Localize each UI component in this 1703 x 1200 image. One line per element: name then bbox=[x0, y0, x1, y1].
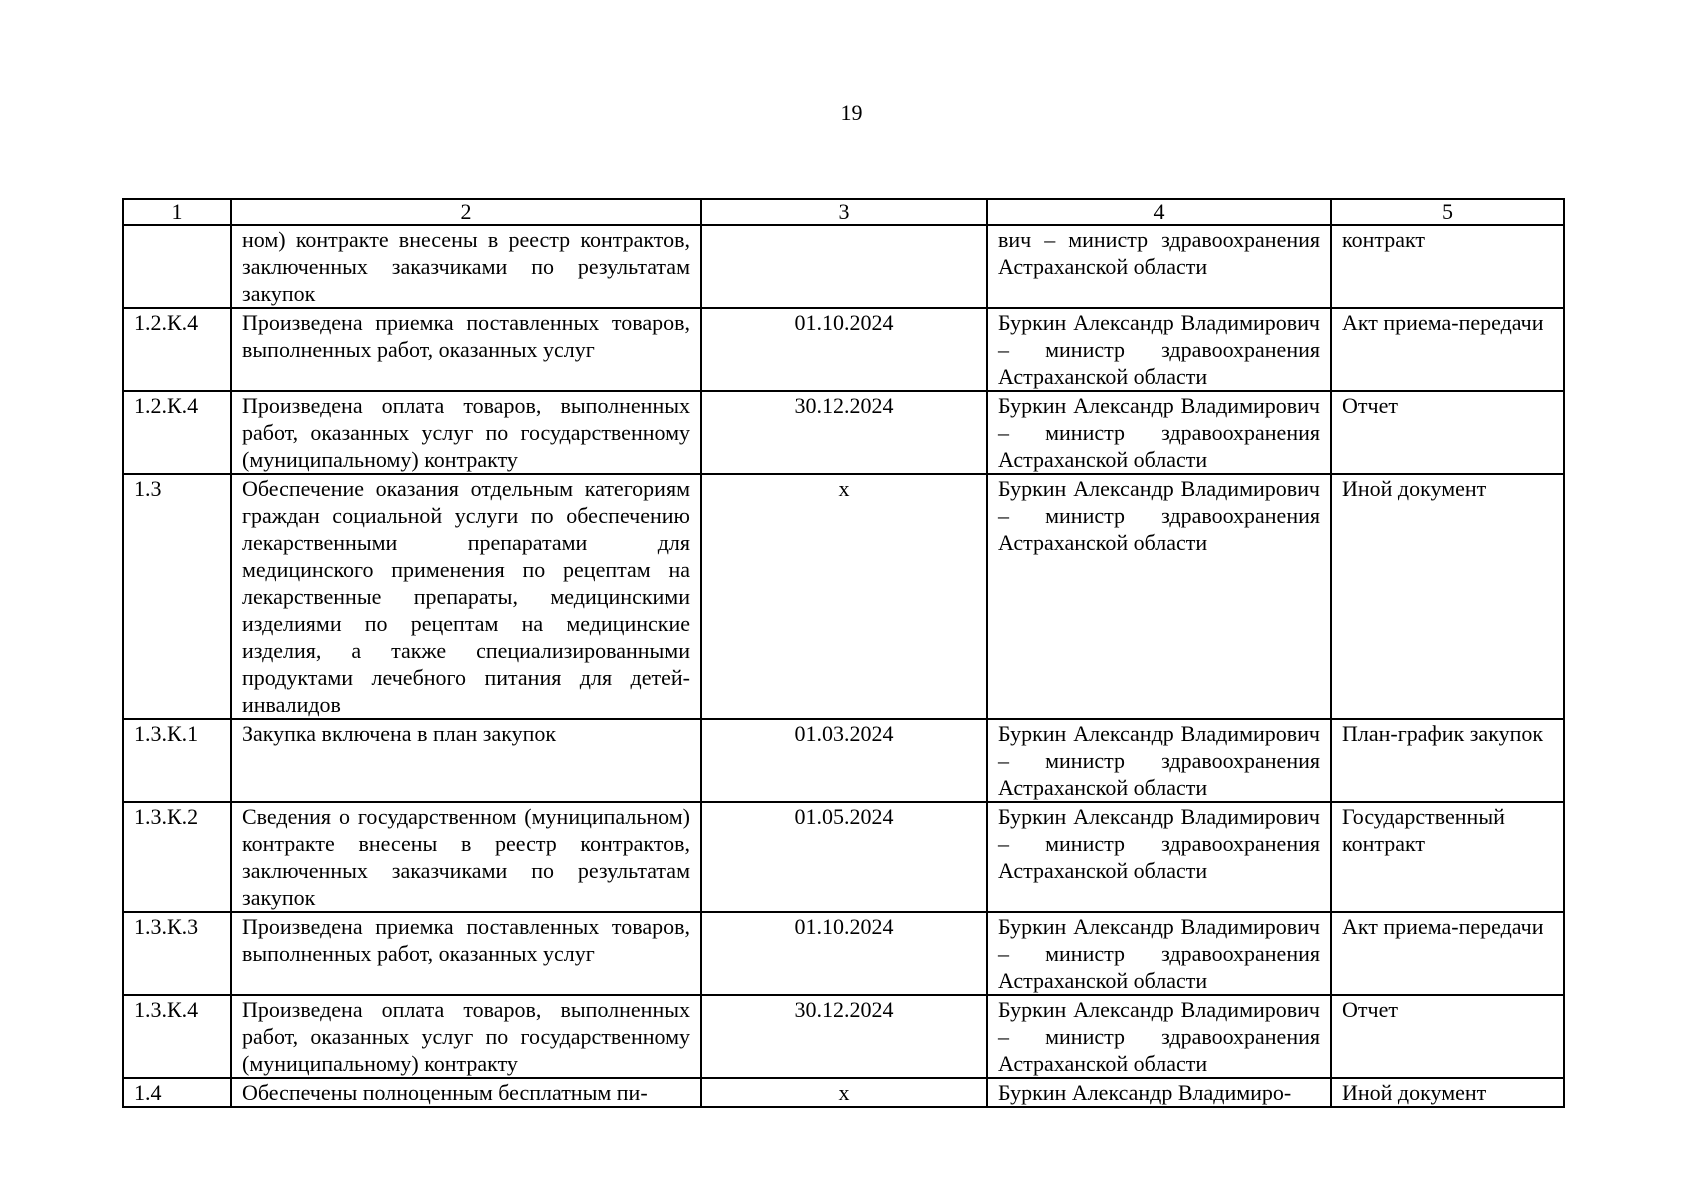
row-number-cell: 1.2.К.4 bbox=[123, 391, 231, 474]
document-type-cell: Отчет bbox=[1331, 391, 1564, 474]
responsible-person-cell: Буркин Александр Владимирович – министр здравоохранения Астраханской области bbox=[987, 308, 1331, 391]
table-row bbox=[123, 1078, 1564, 1107]
deadline-cell: x bbox=[701, 1078, 987, 1107]
responsible-person-cell: Буркин Александр Владимирович – министр здравоохранения Астраханской области bbox=[987, 474, 1331, 719]
document-type-cell: План-график закупок bbox=[1331, 719, 1564, 802]
document-type-cell: Акт приема-передачи bbox=[1331, 308, 1564, 391]
responsible-person-cell: Буркин Александр Владимирович – министр здравоохранения Астраханской области bbox=[987, 719, 1331, 802]
row-number-cell bbox=[123, 225, 231, 308]
responsible-person-cell: Буркин Александр Владимирович – министр здравоохранения Астраханской области bbox=[987, 995, 1331, 1078]
column-header: 2 bbox=[231, 199, 701, 225]
page-number: 19 bbox=[840, 100, 863, 125]
document-type-cell: контракт bbox=[1331, 225, 1564, 308]
table-row bbox=[123, 802, 1564, 912]
header-row bbox=[123, 199, 1564, 225]
event-description-cell: Обеспечены полноценным бесплатным пи- bbox=[231, 1078, 701, 1107]
event-description-cell: Обеспечение оказания отдельным категориям граждан социальной услуги по обеспечению лекарственными препаратами для медицинского применения по рецептам на лекарственные препараты, медицинскими изделиями по рецептам на медицинские изделия, а также специализированными продуктами лечебного питания для детей-инвалидов bbox=[231, 474, 701, 719]
row-number-cell: 1.3.К.2 bbox=[123, 802, 231, 912]
column-header: 5 bbox=[1331, 199, 1564, 225]
deadline-cell: 01.05.2024 bbox=[701, 802, 987, 912]
document-type-cell: Иной документ bbox=[1331, 1078, 1564, 1107]
responsible-person-cell: Буркин Александр Владимирович – министр здравоохранения Астраханской области bbox=[987, 912, 1331, 995]
deadline-cell: 01.10.2024 bbox=[701, 912, 987, 995]
column-header: 4 bbox=[987, 199, 1331, 225]
column-header: 3 bbox=[701, 199, 987, 225]
column-header: 1 bbox=[123, 199, 231, 225]
deadline-cell: 30.12.2024 bbox=[701, 391, 987, 474]
deadline-cell: 01.03.2024 bbox=[701, 719, 987, 802]
plan-table bbox=[122, 198, 1565, 1108]
event-description-cell: Произведена приемка поставленных товаров, выполненных работ, оказанных услуг bbox=[231, 912, 701, 995]
row-number-cell: 1.2.К.4 bbox=[123, 308, 231, 391]
table-row bbox=[123, 474, 1564, 719]
table-row bbox=[123, 912, 1564, 995]
table-row bbox=[123, 995, 1564, 1078]
responsible-person-cell: Буркин Александр Владимирович – министр здравоохранения Астраханской области bbox=[987, 391, 1331, 474]
deadline-cell bbox=[701, 225, 987, 308]
event-description-cell: ном) контракте внесены в реестр контрактов, заключенных заказчиками по результатам закупок bbox=[231, 225, 701, 308]
row-number-cell: 1.3.К.3 bbox=[123, 912, 231, 995]
deadline-cell: 30.12.2024 bbox=[701, 995, 987, 1078]
deadline-cell: 01.10.2024 bbox=[701, 308, 987, 391]
row-number-cell: 1.4 bbox=[123, 1078, 231, 1107]
event-description-cell: Произведена оплата товаров, выполненных работ, оказанных услуг по государственному (муниципальному) контракту bbox=[231, 995, 701, 1078]
table-row bbox=[123, 719, 1564, 802]
table-row bbox=[123, 391, 1564, 474]
table-row bbox=[123, 225, 1564, 308]
event-description-cell: Закупка включена в план закупок bbox=[231, 719, 701, 802]
responsible-person-cell: вич – министр здравоохранения Астраханской области bbox=[987, 225, 1331, 308]
table-row bbox=[123, 308, 1564, 391]
row-number-cell: 1.3.К.4 bbox=[123, 995, 231, 1078]
row-number-cell: 1.3 bbox=[123, 474, 231, 719]
responsible-person-cell: Буркин Александр Владимиро- bbox=[987, 1078, 1331, 1107]
deadline-cell: x bbox=[701, 474, 987, 719]
event-description-cell: Произведена приемка поставленных товаров, выполненных работ, оказанных услуг bbox=[231, 308, 701, 391]
document-type-cell: Иной документ bbox=[1331, 474, 1564, 719]
responsible-person-cell: Буркин Александр Владимирович – министр здравоохранения Астраханской области bbox=[987, 802, 1331, 912]
document-type-cell: Отчет bbox=[1331, 995, 1564, 1078]
event-description-cell: Произведена оплата товаров, выполненных работ, оказанных услуг по государственному (муниципальному) контракту bbox=[231, 391, 701, 474]
event-description-cell: Сведения о государственном (муниципальном) контракте внесены в реестр контрактов, заключенных заказчиками по результатам закупок bbox=[231, 802, 701, 912]
row-number-cell: 1.3.К.1 bbox=[123, 719, 231, 802]
document-type-cell: Государственный контракт bbox=[1331, 802, 1564, 912]
document-type-cell: Акт приема-передачи bbox=[1331, 912, 1564, 995]
